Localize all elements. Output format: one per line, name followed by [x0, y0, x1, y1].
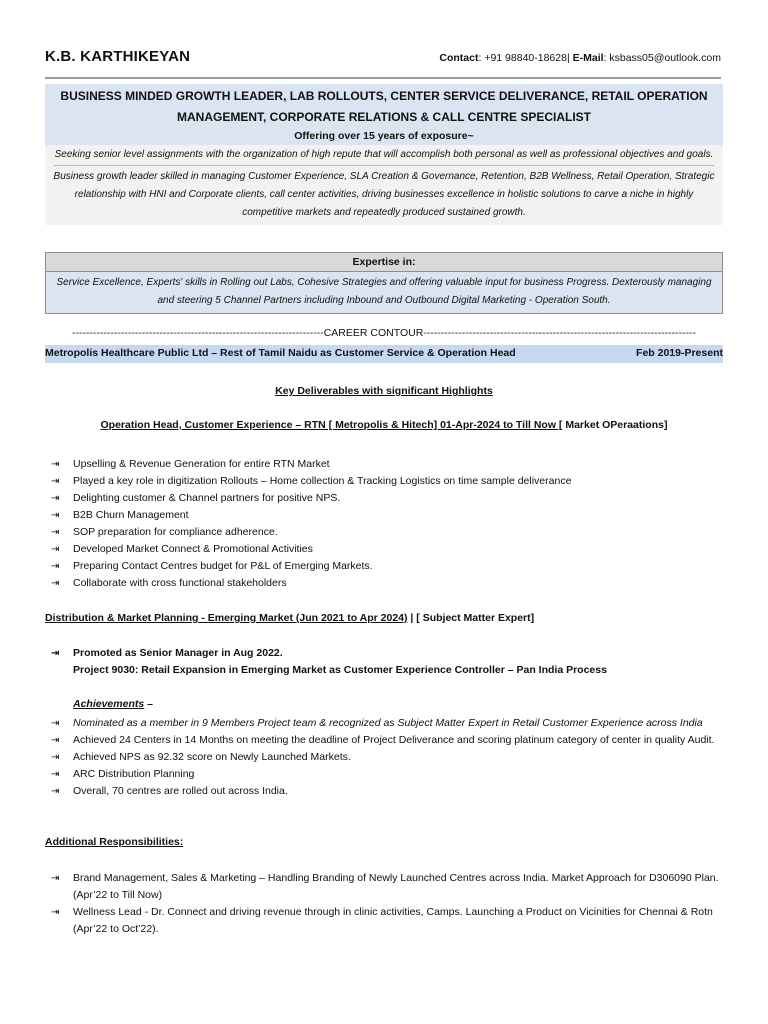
career-contour-label: CAREER CONTOUR: [323, 327, 424, 339]
arrow-bullet-icon: ⇥: [51, 561, 60, 572]
list-item-text: Delighting customer & Channel partners for positive NPS.: [73, 492, 341, 504]
email-address: : ksbass05@outlook.com: [603, 52, 721, 64]
career-contour-divider: [45, 327, 723, 339]
list-item: [45, 456, 725, 473]
list-item-text: Upselling & Revenue Generation for entire RTN Market: [73, 458, 330, 470]
list-item: [45, 645, 725, 662]
list-item-text: Preparing Contact Centres budget for P&L of Emerging Markets.: [73, 560, 373, 572]
list-item: [45, 575, 725, 592]
arrow-bullet-icon: ⇥: [51, 907, 60, 918]
divider-dashes-right: ------------------------------------------------------------------------------: [423, 327, 697, 339]
list-item: [45, 766, 725, 783]
expertise-title: Expertise in:: [46, 253, 722, 272]
arrow-bullet-icon: ⇥: [51, 459, 60, 470]
header-rule: [45, 77, 721, 79]
arrow-bullet-icon: ⇥: [51, 578, 60, 589]
list-item-text: Collaborate with cross functional stakeholders: [73, 577, 287, 589]
arrow-bullet-icon: ⇥: [51, 735, 60, 746]
contact-label: Contact: [439, 52, 479, 64]
additional-responsibilities-heading: Additional Responsibilities:: [45, 836, 184, 848]
list-item: [45, 904, 725, 938]
operation-head-underlined: Operation Head, Customer Experience – RTN [ Metropolis & Hitech] 01-Apr-2024 to Till Now [: [100, 419, 563, 431]
list-item: [45, 558, 725, 575]
arrow-bullet-icon: ⇥: [51, 873, 60, 884]
arrow-bullet-icon: ⇥: [51, 769, 60, 780]
operation-head-suffix: Market OPeraations]: [562, 419, 668, 431]
project-line: Project 9030: Retail Expansion in Emerging Market as Customer Experience Controller – Pan India Process: [73, 664, 607, 676]
job-title: Metropolis Healthcare Public Ltd – Rest of Tamil Naidu as Customer Service & Operation Head: [45, 347, 516, 359]
arrow-bullet-icon: ⇥: [51, 544, 60, 555]
career-objective: Seeking senior level assignments with the organization of high repute that will accomplish both personal as well as professional objectives and goals.: [45, 145, 723, 165]
arrow-bullet-icon: ⇥: [51, 527, 60, 538]
job-heading-bar: [45, 345, 723, 363]
list-item: [45, 749, 725, 766]
list-item-text: B2B Churn Management: [73, 509, 189, 521]
arrow-bullet-icon: ⇥: [51, 648, 60, 659]
email-label: E-Mail: [572, 52, 604, 64]
distribution-suffix: | [ Subject Matter Expert]: [407, 612, 535, 624]
list-item: [45, 507, 725, 524]
operation-head-heading: [0, 419, 768, 431]
arrow-bullet-icon: ⇥: [51, 752, 60, 763]
resume-header: [45, 48, 721, 70]
list-item: [45, 473, 725, 490]
distribution-heading: [45, 612, 534, 624]
list-item-text: Brand Management, Sales & Marketing – Handling Branding of Newly Launched Centres across India. Market Approach for D306090 Plan. (Apr’22 to Till Now): [73, 872, 719, 901]
additional-responsibilities-list: [45, 870, 725, 938]
experience-offering: Offering over 15 years of exposure~: [45, 128, 723, 145]
divider-dashes-left: ------------------------------------------------------------------------: [71, 327, 324, 339]
achievements-list: [45, 715, 725, 800]
list-item-text: Played a key role in digitization Rollouts – Home collection & Tracking Logistics on time sample deliverance: [73, 475, 572, 487]
list-item-text: SOP preparation for compliance adherence.: [73, 526, 278, 538]
contact-separator: |: [566, 52, 570, 64]
promotion-list: [45, 645, 725, 662]
list-item-text: Achieved NPS as 92.32 score on Newly Launched Markets.: [73, 751, 351, 763]
list-item: [45, 541, 725, 558]
key-deliverables-heading: Key Deliverables with significant Highlights: [275, 385, 493, 397]
headline-line-2: MANAGEMENT, CORPORATE RELATIONS & CALL CENTRE SPECIALIST: [176, 110, 591, 124]
headline: [45, 84, 723, 128]
deliverables-list: [45, 456, 725, 592]
expertise-body: Service Excellence, Experts' skills in Rolling out Labs, Cohesive Strategies and offering valuable input for business Progress. Dexterously managing and steering 5 Channel Partners including Inbound and Outbound Digital Marketing - Operation South.: [46, 272, 722, 313]
headline-line-1: BUSINESS MINDED GROWTH LEADER, LAB ROLLOUTS, CENTER SERVICE DELIVERANCE, RETAIL OPERATION: [60, 89, 708, 103]
arrow-bullet-icon: ⇥: [51, 718, 60, 729]
list-item: [45, 524, 725, 541]
promotion-text: Promoted as Senior Manager in Aug 2022.: [73, 647, 283, 659]
phone-number: : +91 98840-18628: [478, 52, 567, 64]
arrow-bullet-icon: ⇥: [51, 476, 60, 487]
contact-line: [439, 52, 721, 64]
list-item: [45, 870, 725, 904]
arrow-bullet-icon: ⇥: [51, 493, 60, 504]
arrow-bullet-icon: ⇥: [51, 786, 60, 797]
list-item-text: Wellness Lead - Dr. Connect and driving revenue through in clinic activities, Camps. Launching a Product on Vicinities for Chennai & Rotn (Apr’22 to Oct’22).: [73, 906, 713, 935]
achievements-suffix: –: [144, 698, 153, 710]
list-item-text: Achieved 24 Centers in 14 Months on meeting the deadline of Project Deliverance and scoring platinum category of center in quality Audit.: [73, 734, 715, 746]
candidate-name: K.B. KARTHIKEYAN: [45, 48, 191, 65]
list-item-text: ARC Distribution Planning: [73, 768, 195, 780]
achievements-heading: [73, 698, 153, 710]
list-item-text: Developed Market Connect & Promotional Activities: [73, 543, 313, 555]
distribution-underlined: Distribution & Market Planning - Emerging Market (Jun 2021 to Apr 2024): [45, 612, 408, 624]
list-item: [45, 732, 725, 749]
list-item: [45, 715, 725, 732]
list-item-text: Nominated as a member in 9 Members Project team & recognized as Subject Matter Expert in Retail Customer Experience across India: [73, 717, 703, 729]
arrow-bullet-icon: ⇥: [51, 510, 60, 521]
job-period: Feb 2019-Present: [636, 347, 723, 359]
list-item: [45, 783, 725, 800]
summary-box: [45, 84, 723, 244]
expertise-box: [45, 252, 723, 314]
list-item-text: Overall, 70 centres are rolled out across India.: [73, 785, 288, 797]
list-item: [45, 490, 725, 507]
achievements-label: Achievements: [73, 698, 145, 710]
profile-summary: Business growth leader skilled in managing Customer Experience, SLA Creation & Governance, Retention, B2B Wellness, Retail Operation, Strategic relationship with HNI and Corporate clients, call center activities, driving businesses excellence in holistic solutions to carve a niche in highly competitive markets and repeatedly produced sustained growth.: [45, 166, 723, 225]
